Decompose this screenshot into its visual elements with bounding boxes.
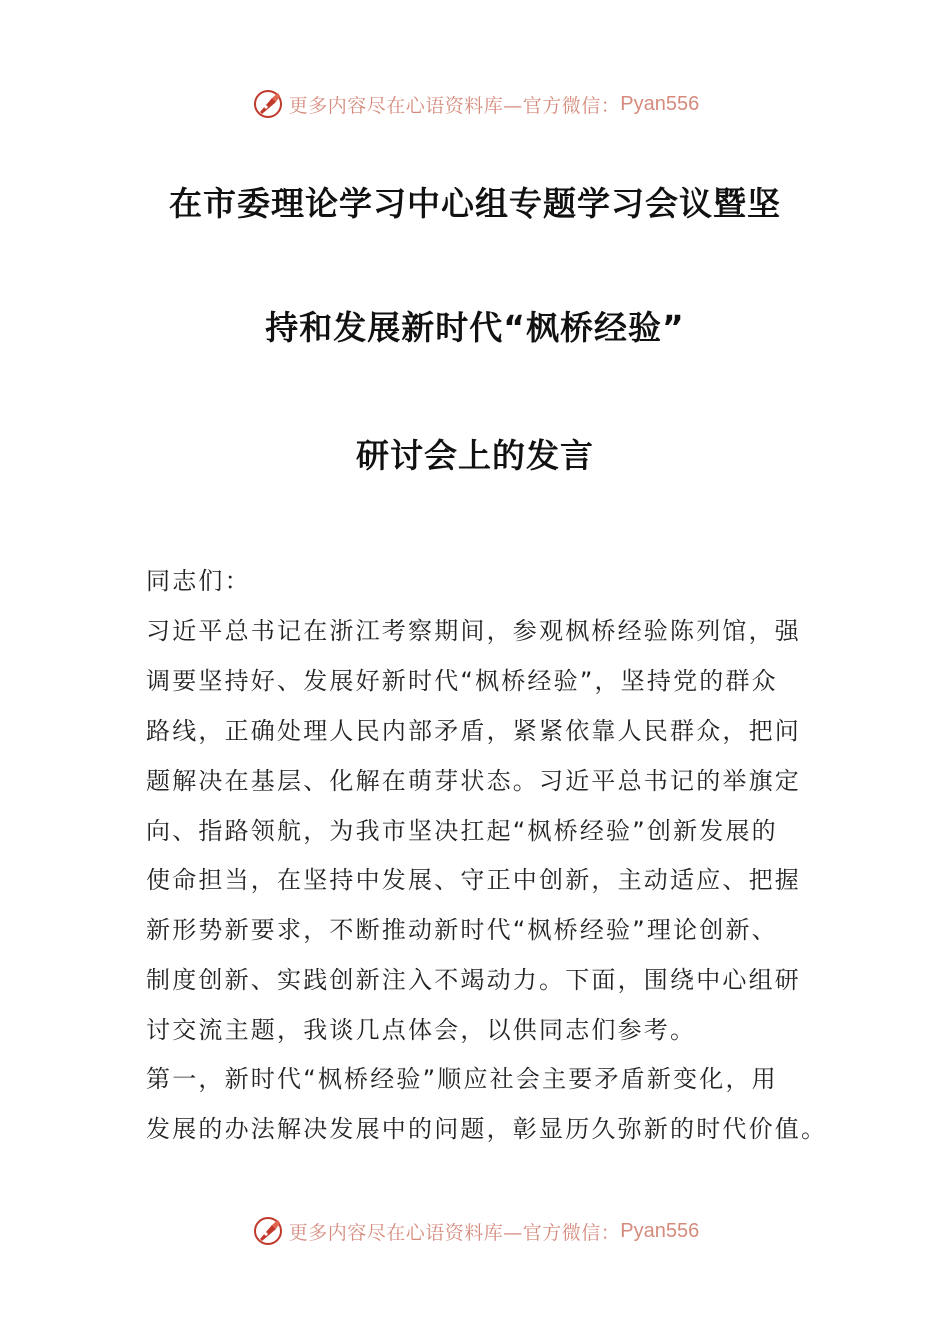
body-line: 讨交流主题，我谈几点体会，以供同志们参考。 bbox=[146, 1016, 697, 1044]
body-line: 题解决在基层、化解在萌芽状态。习近平总书记的举旗定 bbox=[146, 767, 801, 795]
title-line-2: 持和发展新时代“枫桥经验” bbox=[265, 308, 685, 347]
body-text bbox=[146, 565, 828, 1165]
footer-watermark bbox=[0, 1211, 950, 1251]
title-line-1: 在市委理论学习中心组专题学习会议暨坚 bbox=[169, 184, 781, 223]
pen-nib-icon bbox=[251, 87, 285, 121]
body-line: 使命担当，在坚持中发展、守正中创新，主动适应、把握 bbox=[146, 866, 801, 894]
body-line: 习近平总书记在浙江考察期间，参观枫桥经验陈列馆，强 bbox=[146, 617, 801, 645]
watermark-text: 更多内容尽在心语资料库—官方微信： bbox=[288, 1221, 621, 1244]
pen-nib-icon bbox=[251, 1214, 285, 1248]
body-line: 向、指路领航，为我市坚决扛起“枫桥经验”创新发展的 bbox=[146, 817, 778, 845]
watermark-wechat-id: Pyan556 bbox=[620, 92, 700, 115]
title-line-3: 研讨会上的发言 bbox=[356, 436, 594, 475]
watermark-wechat-id: Pyan556 bbox=[620, 1219, 700, 1242]
body-line: 同志们： bbox=[146, 567, 251, 595]
watermark-text: 更多内容尽在心语资料库—官方微信： bbox=[288, 94, 621, 117]
body-line: 制度创新、实践创新注入不竭动力。下面，围绕中心组研 bbox=[146, 966, 801, 994]
body-line: 新形势新要求，不断推动新时代“枫桥经验”理论创新、 bbox=[146, 916, 778, 944]
header-watermark bbox=[0, 84, 950, 124]
body-line: 路线，正确处理人民内部矛盾，紧紧依靠人民群众，把问 bbox=[146, 717, 801, 745]
body-line: 调要坚持好、发展好新时代“枫桥经验”，坚持党的群众 bbox=[146, 667, 778, 695]
body-line: 第一，新时代“枫桥经验”顺应社会主要矛盾新变化，用 bbox=[146, 1065, 778, 1093]
body-line: 发展的办法解决发展中的问题，彰显历久弥新的时代价值。 bbox=[146, 1115, 828, 1143]
